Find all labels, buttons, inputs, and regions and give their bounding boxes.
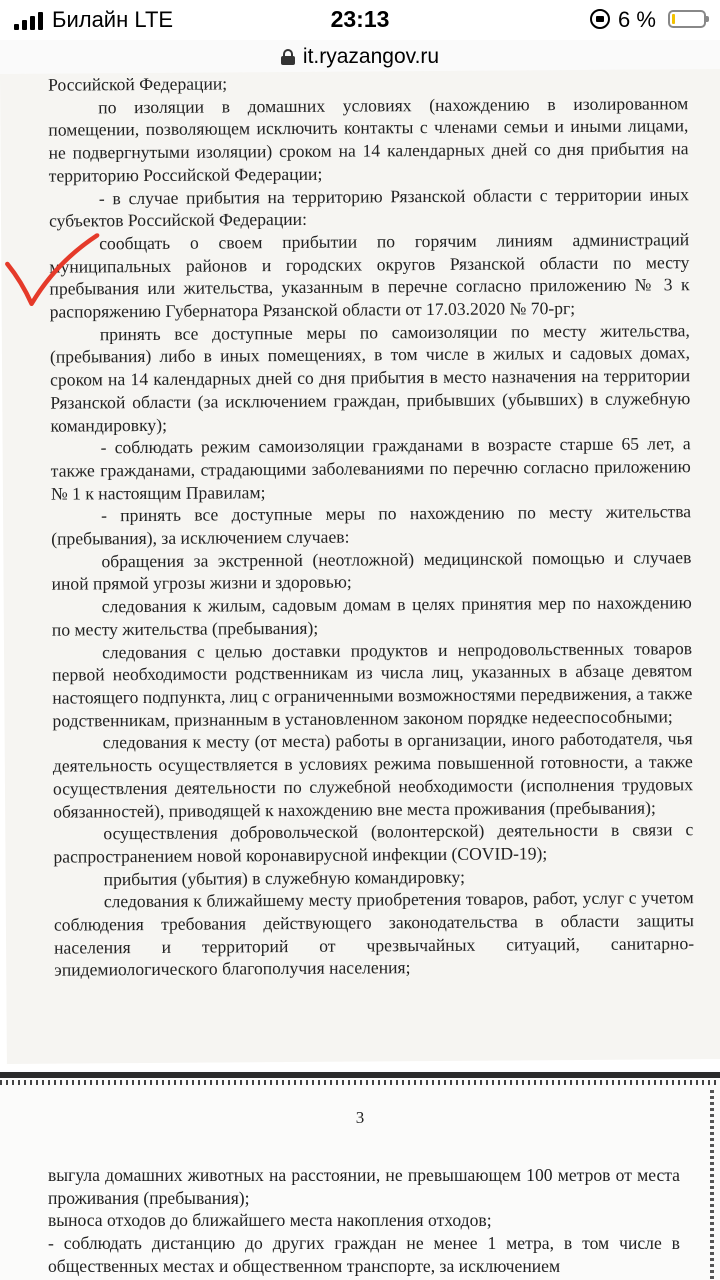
document-page-2 bbox=[0, 1078, 720, 1280]
lock-icon bbox=[281, 49, 295, 65]
carrier-label: Билайн LTE bbox=[52, 7, 174, 32]
paragraph: - в случае прибытия на территорию Рязанской области с территории иных субъектов Российской Федерации: bbox=[48, 183, 689, 231]
document-body-2 bbox=[48, 1164, 680, 1278]
paragraph: Российской Федерации; bbox=[48, 73, 228, 95]
paragraph: обращения за экстренной (неотложной) медицинской помощью и случаев иной прямой угрозы жизни и здоровью; bbox=[51, 546, 692, 595]
paragraph: принять все доступные меры по самоизоляции по месту жительства, (пребывания) либо в иных помещениях, в том числе в жилых и садовых домах, сроком на 14 календарных дней со дня прибытия в место назначения на территории Рязанской области (за исключением граждан, прибывших (убывших) в служебную командировку); bbox=[49, 319, 691, 436]
status-bar bbox=[0, 0, 720, 42]
red-checkmark-icon bbox=[1, 233, 102, 324]
paragraph: осуществления добровольческой (волонтерской) деятельности в связи с распространением новой коронавирусной инфекции (COVID-19); bbox=[53, 819, 694, 867]
paragraph: следования к ближайшему месту приобретения товаров, работ, услуг с учетом соблюдения требования действующего законодательства в области защиты населения и территорий от чрезвычайных ситуаций, санитарно-эпидемиологического благополучия населения; bbox=[53, 887, 695, 981]
paragraph: следования к жилым, садовым домам в целях принятия мер по нахождению по месту жительства (пребывания); bbox=[51, 592, 692, 640]
paragraph: сообщать о своем прибытии по горячим линиям администраций муниципальных районов и городских округов Рязанской области по месту пребывания или жительства, указанным в перечне согласно приложению № 3 к распоряжению Губернатора Рязанской области от 17.03.2020 № 70-рг; bbox=[49, 229, 690, 322]
paragraph: по изоляции в домашних условиях (нахождению в изолированном помещении, позволяющем исключить контакты с членами семьи и иными лицами, не подвергнутыми изоляции) сроком на 14 календарных дней со дня прибытия на территорию Российской Федерации; bbox=[48, 92, 689, 186]
orientation-lock-icon bbox=[590, 9, 610, 29]
document-page-1 bbox=[0, 69, 720, 1064]
url-text[interactable]: it.ryazangov.ru bbox=[302, 45, 440, 68]
paragraph: - соблюдать режим самоизоляции гражданами в возрасте старше 65 лет, а также гражданами, страдающими заболеваниями по перечню согласно приложению № 1 к настоящим Правилам; bbox=[50, 433, 691, 504]
status-time: 23:13 bbox=[330, 6, 390, 32]
paragraph: прибытия (убытия) в служебную командировку; bbox=[103, 866, 466, 889]
battery-percent: 6 % bbox=[618, 7, 656, 32]
document-body bbox=[48, 69, 694, 982]
paragraph: следования к месту (от места) работы в организации, иного работодателя, чья деятельность осуществляется в условиях режима повышенной готовности, а также осуществления деятельности по служебной необходимости (исполнения трудовых обязанностей), приводящей к нахождению вне места проживания (пребывания); bbox=[52, 728, 694, 822]
paragraph: выгула домашних животных на расстоянии, не превышающем 100 метров от места проживания (пребывания); bbox=[48, 1165, 680, 1208]
page-number: 3 bbox=[355, 1108, 365, 1127]
paragraph: выноса отходов до ближайшего места накопления отходов; bbox=[48, 1210, 492, 1231]
paragraph: - принять все доступные меры по нахождению по месту жительства (пребывания), за исключением случаев: bbox=[51, 501, 692, 549]
battery-icon bbox=[668, 10, 706, 28]
paragraph: следования с целью доставки продуктов и непродовольственных товаров первой необходимости родственникам из числа лиц, указанных в абзаце девятом настоящего подпункта, лиц с ограниченными возможностями передвижения, а также родственникам, признанным в установленном законом порядке недееспособными; bbox=[52, 637, 693, 731]
scan-dots bbox=[0, 1080, 720, 1085]
paragraph: - соблюдать дистанцию до других граждан не менее 1 метра, в том числе в общественных местах и общественном транспорте, за исключением bbox=[48, 1233, 680, 1276]
